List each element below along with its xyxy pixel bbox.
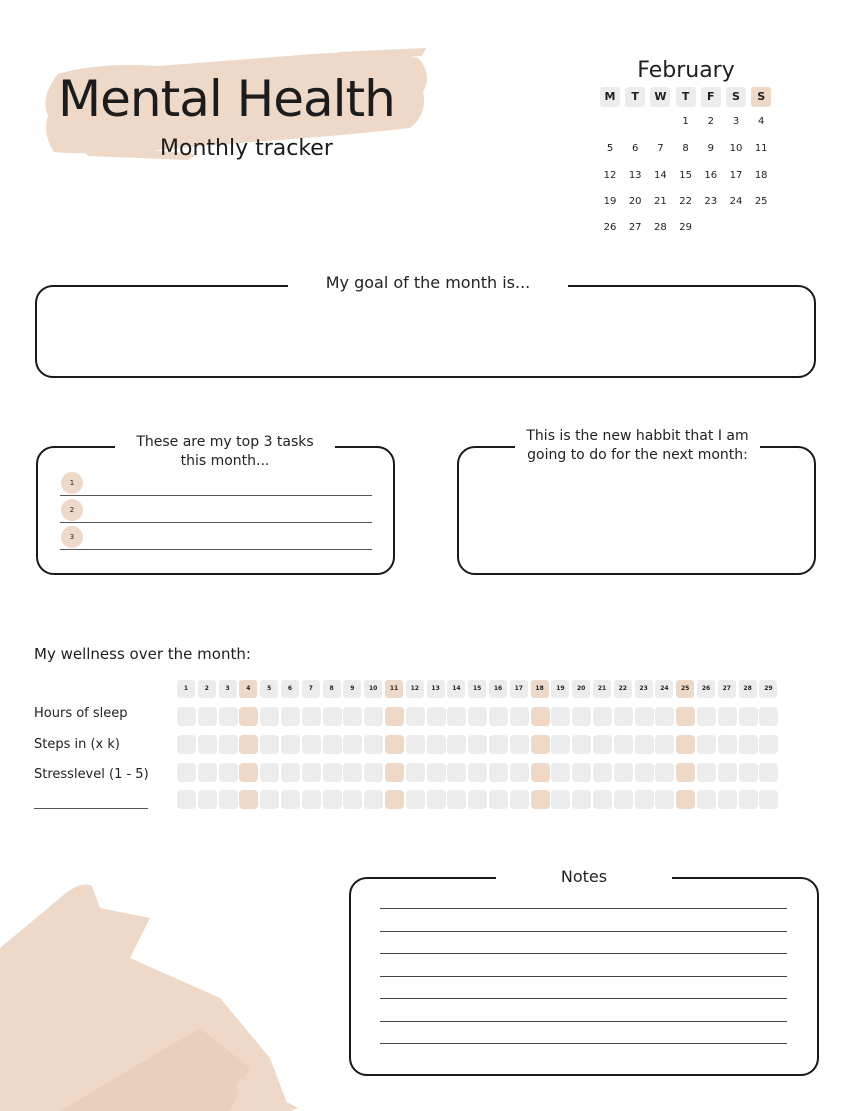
tracker-cell[interactable] [510,735,529,754]
tracker-cell[interactable] [281,790,300,809]
page-title: Mental Health [58,70,395,128]
tracker-cell[interactable] [489,707,508,726]
tracker-cell[interactable] [531,735,550,754]
tracker-cell[interactable] [697,763,716,782]
tracker-cell[interactable] [219,707,238,726]
day-header: 8 [323,680,341,698]
calendar-month: February [637,58,735,83]
tracker-cell[interactable] [427,763,446,782]
tracker-cell[interactable] [593,790,612,809]
day-header: 12 [406,680,424,698]
tracker-cell[interactable] [510,790,529,809]
tracker-cell[interactable] [531,763,550,782]
tracker-cell[interactable] [302,735,321,754]
day-header: 5 [260,680,278,698]
tracker-cell[interactable] [676,707,695,726]
decorative-brush-stroke [0,878,300,1111]
tracker-cell[interactable] [406,735,425,754]
note-line[interactable] [380,1021,787,1022]
tracker-cell[interactable] [489,763,508,782]
calendar-day: 10 [729,143,743,154]
tracker-cell[interactable] [551,763,570,782]
calendar-day: 13 [628,170,642,181]
task-number-2: 2 [61,499,83,521]
tracker-cell[interactable] [177,735,196,754]
calendar-day: 23 [704,196,718,207]
tracker-cell[interactable] [385,763,404,782]
day-header: 13 [427,680,445,698]
tracker-cell[interactable] [531,707,550,726]
habit-label-line2: going to do for the next month: [527,447,748,463]
tracker-cell[interactable] [302,763,321,782]
day-header: 3 [219,680,237,698]
calendar-weekday: S [726,87,746,107]
calendar-day: 24 [729,196,743,207]
tracker-cell[interactable] [281,735,300,754]
tracker-cell[interactable] [343,763,362,782]
day-header: 23 [635,680,653,698]
tracker-cell[interactable] [364,763,383,782]
page-subtitle: Monthly tracker [160,136,333,161]
day-header: 24 [655,680,673,698]
tracker-cell[interactable] [759,735,778,754]
tracker-cell[interactable] [447,707,466,726]
tracker-cell[interactable] [343,707,362,726]
wellness-title: My wellness over the month: [34,645,251,663]
tracker-cell[interactable] [739,735,758,754]
tracker-cell[interactable] [531,790,550,809]
tracker-cell[interactable] [718,707,737,726]
tracker-cell[interactable] [447,735,466,754]
tracker-cell[interactable] [177,763,196,782]
tracker-cell[interactable] [697,790,716,809]
task-line-3[interactable] [60,549,372,550]
tracker-cell[interactable] [406,790,425,809]
tracker-cell[interactable] [697,707,716,726]
day-header: 21 [593,680,611,698]
tracker-cell[interactable] [572,763,591,782]
calendar-day: 29 [679,222,692,233]
tasks-label-line1: These are my top 3 tasks [136,434,314,450]
tracker-cell[interactable] [614,790,633,809]
day-header: 18 [531,680,549,698]
tracker-cell[interactable] [614,707,633,726]
habit-label [515,427,760,465]
tracker-cell[interactable] [260,735,279,754]
calendar-weekday: W [650,87,670,107]
goal-label: My goal of the month is... [288,273,568,292]
tracker-cell[interactable] [364,790,383,809]
calendar-day: 7 [657,143,664,154]
tracker-cell[interactable] [510,763,529,782]
calendar-weekday: M [600,87,620,107]
tracker-cell[interactable] [551,790,570,809]
tracker-cell[interactable] [323,790,342,809]
day-header: 29 [759,680,777,698]
calendar-day: 4 [758,116,765,127]
calendar-day: 16 [704,170,718,181]
tracker-cell[interactable] [219,735,238,754]
day-header: 14 [447,680,465,698]
calendar-day: 5 [606,143,614,154]
tracker-cell[interactable] [468,707,487,726]
goal-box[interactable] [35,285,816,378]
habit-box[interactable] [457,446,816,575]
calendar-day: 14 [654,170,667,181]
tracker-cell[interactable] [385,735,404,754]
day-header: 15 [468,680,486,698]
tracker-cell[interactable] [655,707,674,726]
tracker-cell[interactable] [635,735,654,754]
tracker-cell[interactable] [614,763,633,782]
tracker-cell[interactable] [177,790,196,809]
tracker-cell[interactable] [739,707,758,726]
note-line[interactable] [380,931,787,932]
tracker-cell[interactable] [489,735,508,754]
note-line[interactable] [380,908,787,909]
task-number-1: 1 [61,472,83,494]
tracker-cell[interactable] [759,707,778,726]
tracker-cell[interactable] [468,763,487,782]
tracker-cell[interactable] [635,790,654,809]
tracker-cell[interactable] [759,763,778,782]
custom-row-label-line[interactable] [34,808,148,809]
tracker-cell[interactable] [281,763,300,782]
tracker-cell[interactable] [198,763,217,782]
tracker-cell[interactable] [697,735,716,754]
tracker-cell[interactable] [739,790,758,809]
tasks-label-line2: this month... [180,453,270,469]
tracker-cell[interactable] [739,763,758,782]
tracker-cell[interactable] [260,790,279,809]
tracker-cell[interactable] [323,735,342,754]
tracker-cell[interactable] [759,790,778,809]
calendar-weekday: T [676,87,696,107]
day-header: 6 [281,680,299,698]
calendar-day: 18 [754,170,768,181]
calendar-day: 15 [679,170,692,181]
tracker-cell[interactable] [323,763,342,782]
tracker-cell[interactable] [177,707,196,726]
day-header: 2 [198,680,216,698]
tracker-cell[interactable] [447,763,466,782]
day-header: 1 [177,680,195,698]
tracker-cell[interactable] [593,735,612,754]
tracker-cell[interactable] [364,735,383,754]
tracker-cell[interactable] [198,735,217,754]
tracker-cell[interactable] [427,790,446,809]
calendar-day: 6 [632,143,639,154]
calendar-day: 9 [707,143,714,154]
tracker-cell[interactable] [635,707,654,726]
tasks-label [115,433,335,471]
calendar-day: 12 [603,170,617,181]
tracker-cell[interactable] [572,707,591,726]
tracker-cell[interactable] [427,707,446,726]
day-header: 25 [676,680,694,698]
calendar-day: 11 [754,143,768,154]
note-line[interactable] [380,953,787,954]
calendar-weekday: S [751,87,771,107]
tracker-cell[interactable] [676,790,695,809]
row-label-steps: Steps in (x k) [34,737,120,752]
calendar-day: 20 [628,196,642,207]
tracker-cell[interactable] [718,735,737,754]
tracker-cell[interactable] [655,790,674,809]
tracker-cell[interactable] [198,790,217,809]
tracker-cell[interactable] [406,763,425,782]
tracker-cell[interactable] [489,790,508,809]
day-header: 17 [510,680,528,698]
tracker-cell[interactable] [655,763,674,782]
tracker-cell[interactable] [551,735,570,754]
day-header: 19 [551,680,569,698]
tracker-cell[interactable] [676,735,695,754]
tracker-cell[interactable] [239,735,258,754]
note-line[interactable] [380,976,787,977]
day-header: 11 [385,680,403,698]
tracker-cell[interactable] [302,707,321,726]
tracker-cell[interactable] [468,735,487,754]
tracker-cell[interactable] [572,790,591,809]
tracker-cell[interactable] [614,735,633,754]
tracker-cell[interactable] [343,790,362,809]
tracker-cell[interactable] [281,707,300,726]
tracker-cell[interactable] [593,763,612,782]
calendar-day: 27 [628,222,642,233]
tracker-cell[interactable] [718,790,737,809]
tracker-cell[interactable] [406,707,425,726]
day-header: 22 [614,680,632,698]
tracker-cell[interactable] [302,790,321,809]
notes-label: Notes [496,867,672,886]
calendar-day: 8 [682,143,689,154]
day-header: 27 [718,680,736,698]
tracker-cell[interactable] [343,735,362,754]
row-label-sleep: Hours of sleep [34,706,128,721]
tracker-cell[interactable] [260,763,279,782]
tracker-cell[interactable] [447,790,466,809]
calendar-day: 3 [732,116,740,127]
day-header: 28 [739,680,757,698]
tracker-cell[interactable] [468,790,487,809]
calendar-day: 22 [679,196,692,207]
calendar-day: 17 [729,170,743,181]
tracker-cell[interactable] [427,735,446,754]
tracker-cell[interactable] [239,790,258,809]
note-line[interactable] [380,1043,787,1044]
day-header: 7 [302,680,320,698]
task-number-3: 3 [61,526,83,548]
tracker-cell[interactable] [676,763,695,782]
tracker-cell[interactable] [551,707,570,726]
tracker-cell[interactable] [718,763,737,782]
calendar-day: 26 [603,222,617,233]
tracker-cell[interactable] [364,707,383,726]
tracker-cell[interactable] [593,707,612,726]
tracker-cell[interactable] [572,735,591,754]
day-header: 26 [697,680,715,698]
day-header: 4 [239,680,257,698]
tracker-cell[interactable] [219,763,238,782]
day-header: 20 [572,680,590,698]
calendar-day: 19 [603,196,617,207]
tracker-cell[interactable] [323,707,342,726]
tracker-cell[interactable] [510,707,529,726]
habit-label-line1: This is the new habbit that I am [526,428,749,444]
calendar-weekday: T [625,87,645,107]
row-label-stress: Stresslevel (1 - 5) [34,767,149,782]
tracker-cell[interactable] [198,707,217,726]
tracker-cell[interactable] [635,763,654,782]
day-header: 10 [364,680,382,698]
day-header: 16 [489,680,507,698]
calendar-day: 1 [682,116,689,127]
note-line[interactable] [380,998,787,999]
day-header: 9 [343,680,361,698]
tracker-cell[interactable] [239,763,258,782]
task-line-1[interactable] [60,495,372,496]
tracker-cell[interactable] [219,790,238,809]
calendar-day: 2 [707,116,714,127]
tracker-cell[interactable] [260,707,279,726]
tracker-cell[interactable] [655,735,674,754]
tracker-cell[interactable] [239,707,258,726]
calendar-weekday: F [701,87,721,107]
task-line-2[interactable] [60,522,372,523]
tracker-cell[interactable] [385,707,404,726]
calendar-day: 25 [754,196,768,207]
calendar-day: 28 [654,222,667,233]
calendar-day: 21 [654,196,667,207]
tracker-cell[interactable] [385,790,404,809]
